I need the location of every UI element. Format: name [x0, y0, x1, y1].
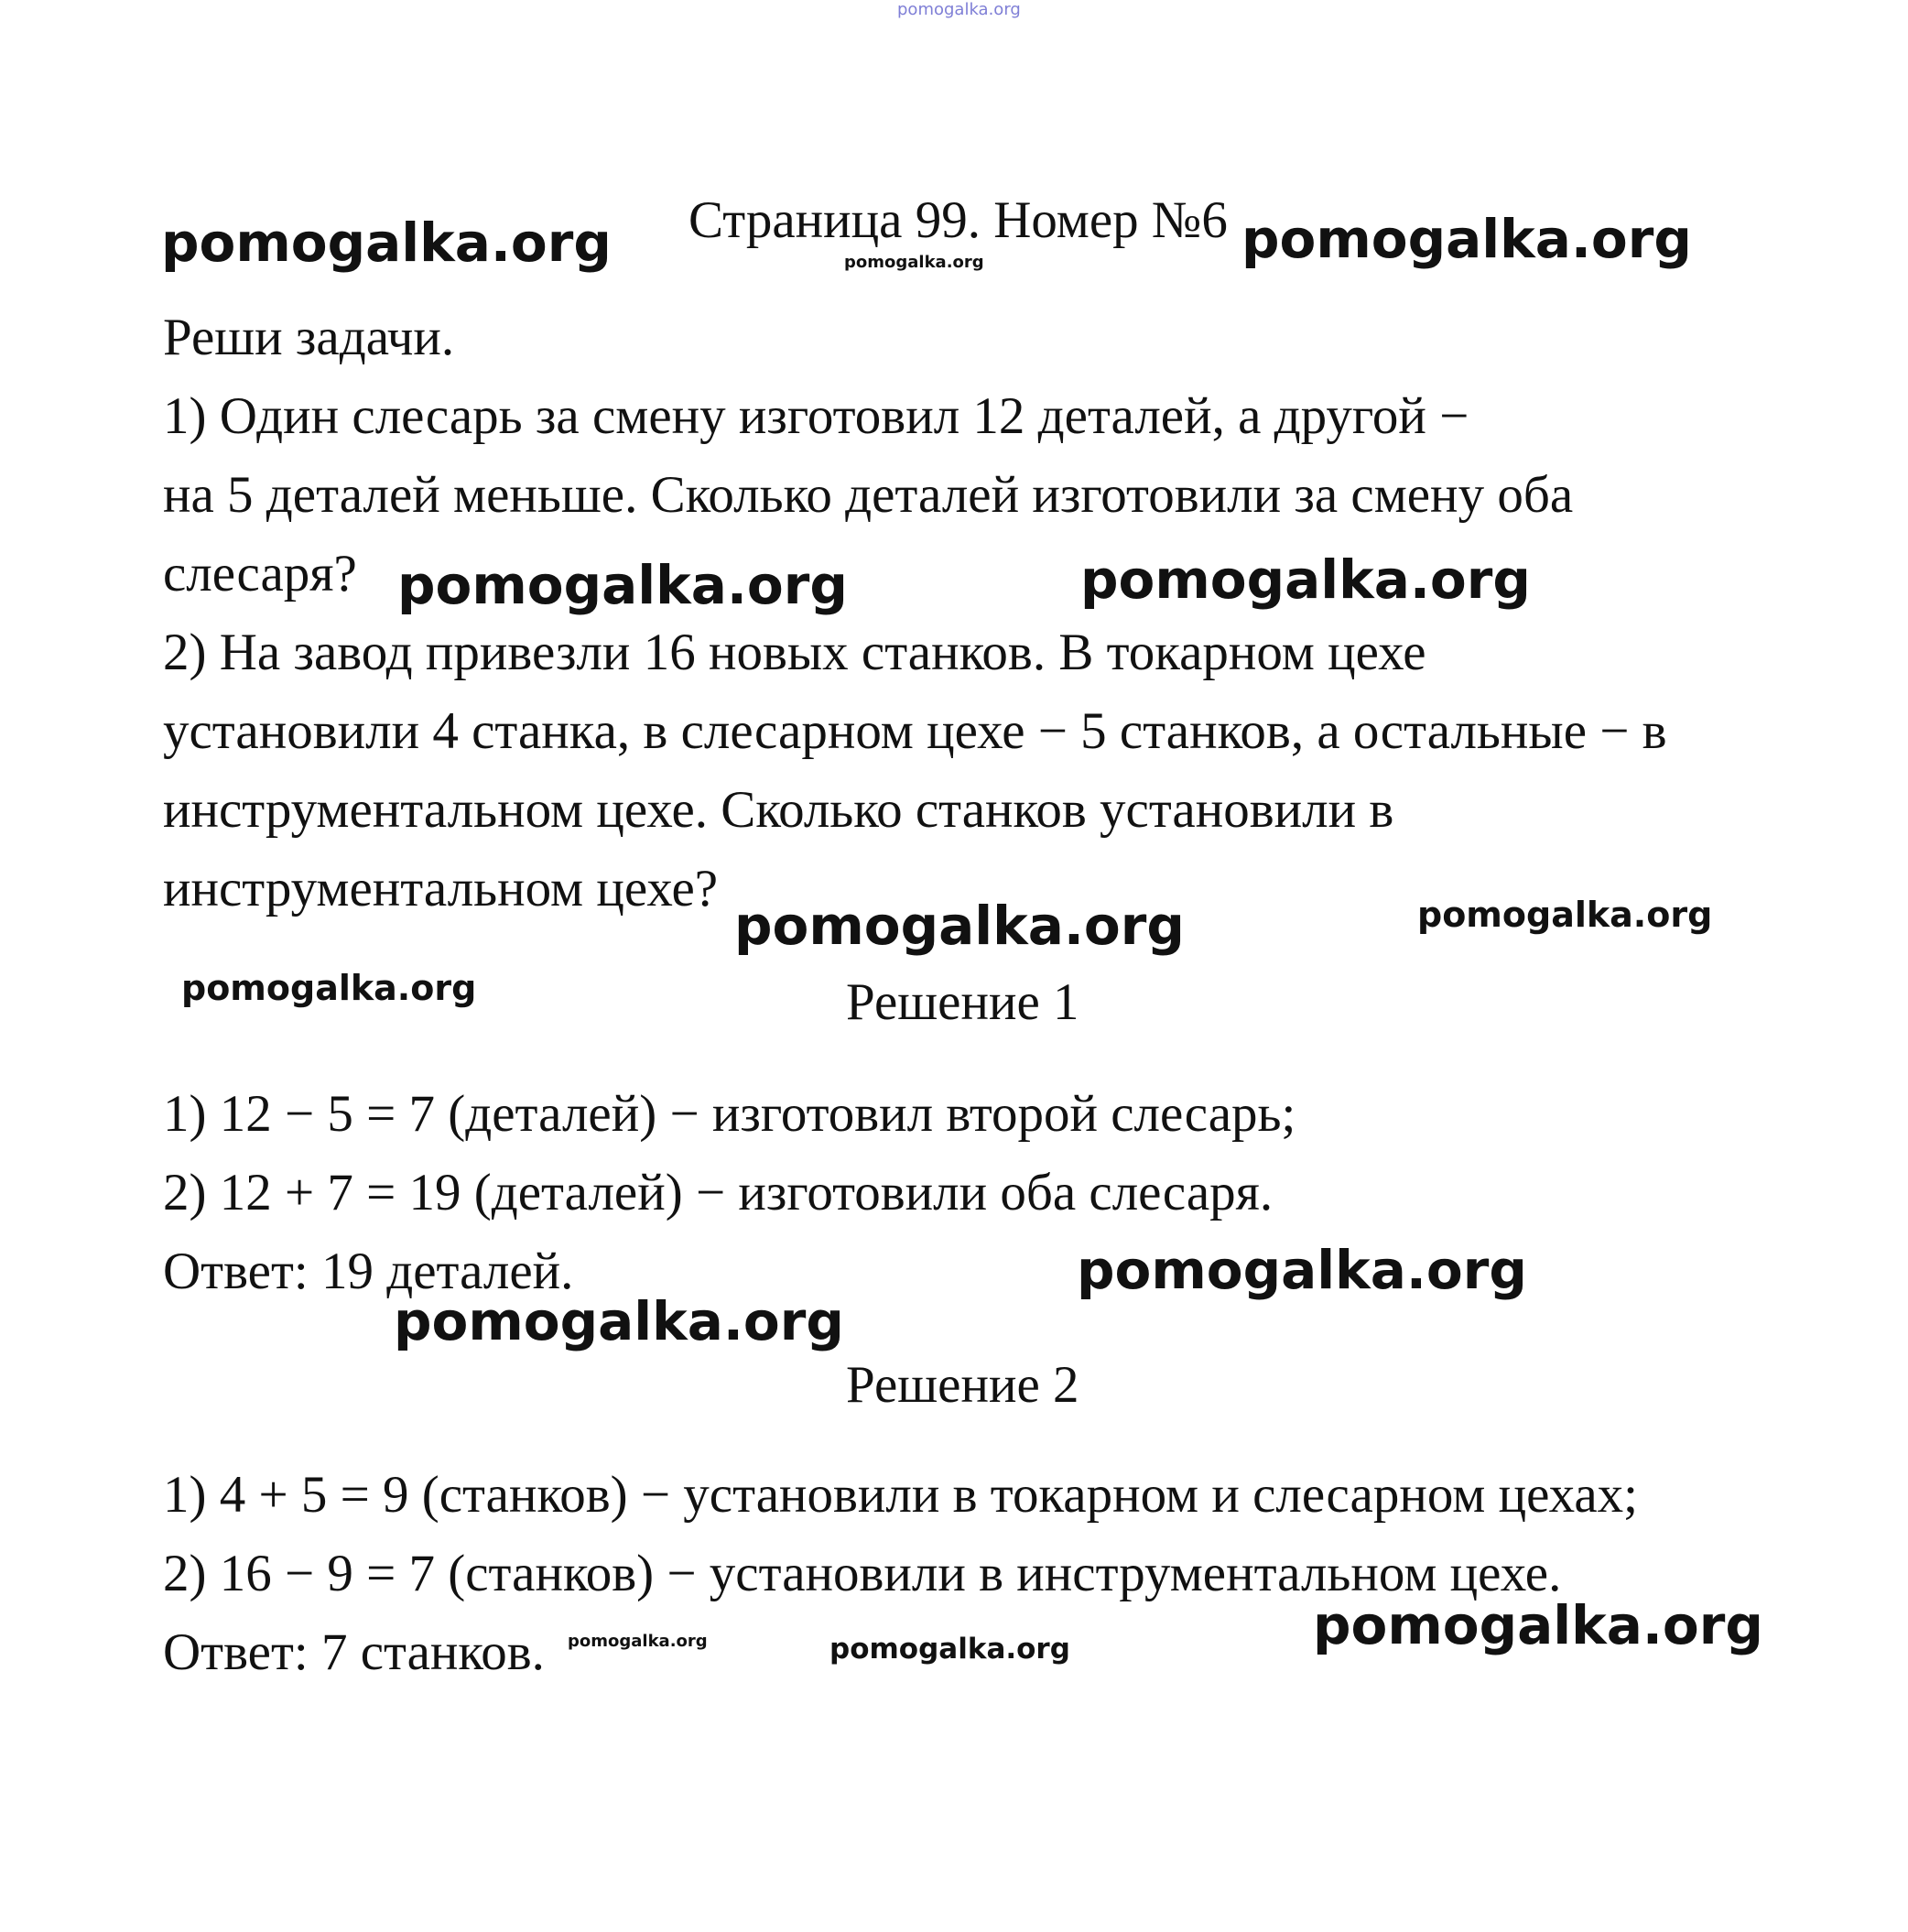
task-line: на 5 деталей меньше. Сколько деталей изготовили за смену оба [163, 466, 1574, 524]
task-line: 2) На завод привезли 16 новых станков. В токарном цехе [163, 624, 1426, 681]
watermark-task-1: pomogalka.org [397, 554, 848, 616]
solution-1-heading: Решение 1 [846, 973, 1079, 1031]
task-intro: Реши задачи. [163, 309, 455, 366]
watermark-task-3: pomogalka.org [734, 895, 1185, 957]
watermark-solution-5: pomogalka.org [1313, 1594, 1763, 1656]
solution-1-answer: Ответ: 19 деталей. [163, 1243, 574, 1300]
watermark-solution-1: pomogalka.org [1077, 1239, 1527, 1301]
page-title: Страница 99. Номер №6 [688, 191, 1228, 249]
solution-2-line: 2) 16 − 9 = 7 (станков) − установили в инструментальном цехе. [163, 1545, 1562, 1602]
task-line: установили 4 станка, в слесарном цехе − 5 станков, а остальные − в [163, 702, 1667, 760]
watermark-top: pomogalka.org [897, 0, 1021, 19]
task-line: инструментальном цехе? [163, 860, 719, 917]
watermark-solution-3: pomogalka.org [568, 1632, 708, 1651]
solution-2-line: 1) 4 + 5 = 9 (станков) − установили в токарном и слесарном цехах; [163, 1466, 1639, 1524]
task-line: инструментальном цехе. Сколько станков установили в [163, 781, 1394, 839]
task-line: слесаря? [163, 545, 357, 602]
watermark-solution-2: pomogalka.org [394, 1290, 844, 1352]
watermark-title-right: pomogalka.org [1241, 208, 1692, 270]
solution-1-line: 2) 12 + 7 = 19 (деталей) − изготовили оба слесаря. [163, 1164, 1274, 1221]
watermark-task-4: pomogalka.org [1417, 895, 1713, 935]
solution-2-heading: Решение 2 [846, 1356, 1079, 1414]
task-line: 1) Один слесарь за смену изготовил 12 деталей, а другой − [163, 387, 1469, 445]
watermark-title-small: pomogalka.org [844, 253, 984, 272]
watermark-task-5: pomogalka.org [181, 968, 477, 1008]
solution-1-line: 1) 12 − 5 = 7 (деталей) − изготовил второй слесарь; [163, 1085, 1296, 1143]
watermark-solution-4: pomogalka.org [829, 1633, 1070, 1666]
watermark-task-2: pomogalka.org [1080, 548, 1531, 611]
solution-2-answer: Ответ: 7 станков. [163, 1623, 545, 1681]
watermark-title-left: pomogalka.org [161, 212, 612, 274]
